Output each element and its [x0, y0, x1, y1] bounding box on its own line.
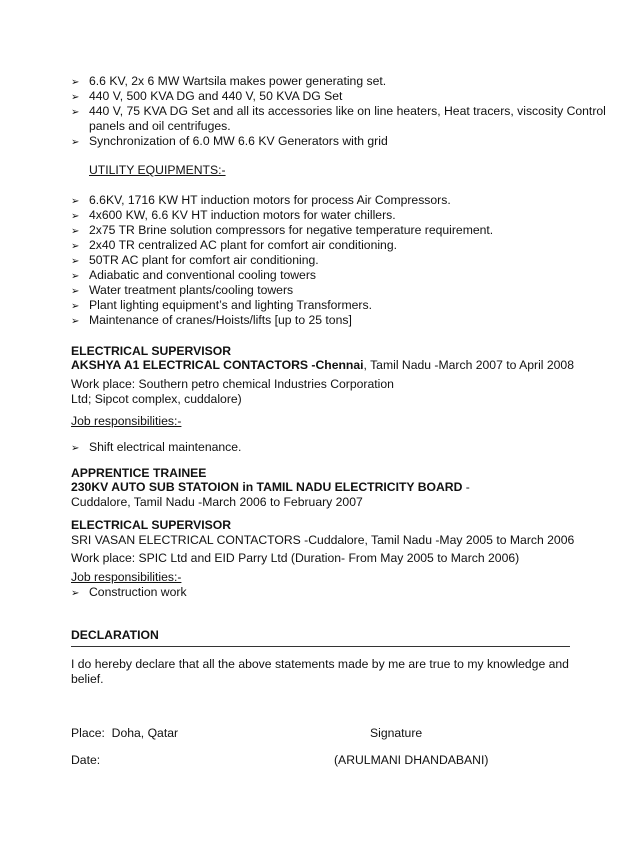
arrow-bullet-icon: ➢ [71, 271, 80, 282]
list-item: ➢ 440 V, 75 KVA DG Set and all its accessories like on line heaters, Heat tracers, viscosity Control [71, 104, 606, 118]
list-item: ➢ 440 V, 500 KVA DG and 440 V, 50 KVA DG Set [71, 89, 343, 103]
list-item: ➢ Adiabatic and conventional cooling towers [71, 268, 316, 282]
job-responsibilities-heading: Job responsibilities:- [71, 414, 182, 428]
list-item: ➢ Construction work [71, 585, 187, 599]
signatory-name: (ARULMANI DHANDABANI) [334, 753, 489, 767]
section-heading-utility: UTILITY EQUIPMENTS:- [89, 163, 226, 177]
job-company-line: SRI VASAN ELECTRICAL CONTACTORS -Cuddalore, Tamil Nadu -May 2005 to March 2006 [71, 533, 575, 547]
job-title: APPRENTICE TRAINEE [71, 466, 207, 480]
list-item: ➢ 6.6KV, 1716 KW HT induction motors for process Air Compressors. [71, 193, 451, 207]
arrow-bullet-icon: ➢ [71, 286, 80, 297]
place-line [71, 726, 178, 740]
arrow-bullet-icon: ➢ [71, 92, 80, 103]
list-item: ➢ 2x75 TR Brine solution compressors for negative temperature requirement. [71, 223, 494, 237]
job-company-line: 230KV AUTO SUB STATOION in TAMIL NADU ELECTRICITY BOARD - [71, 480, 470, 494]
list-item: ➢ Synchronization of 6.0 MW 6.6 KV Generators with grid [71, 134, 388, 148]
job-workplace: Ltd; Sipcot complex, cuddalore) [71, 392, 242, 406]
declaration-text: belief. [71, 672, 104, 686]
list-item: ➢ 50TR AC plant for comfort air conditioning. [71, 253, 319, 267]
list-item: ➢ Shift electrical maintenance. [71, 440, 242, 454]
signature-label: Signature [370, 726, 423, 740]
job-title: ELECTRICAL SUPERVISOR [71, 344, 232, 358]
arrow-bullet-icon: ➢ [71, 241, 80, 252]
arrow-bullet-icon: ➢ [71, 77, 80, 88]
job-company: AKSHYA A1 ELECTRICAL CONTACTORS -Chennai [71, 358, 364, 372]
arrow-bullet-icon: ➢ [71, 316, 80, 327]
section-divider [71, 646, 570, 647]
arrow-bullet-icon: ➢ [71, 443, 80, 454]
list-item: ➢ 4x600 KW, 6.6 KV HT induction motors for water chillers. [71, 208, 396, 222]
arrow-bullet-icon: ➢ [71, 256, 80, 267]
arrow-bullet-icon: ➢ [71, 301, 80, 312]
arrow-bullet-icon: ➢ [71, 588, 80, 599]
arrow-bullet-icon: ➢ [71, 196, 80, 207]
job-workplace: Work place: Southern petro chemical Industries Corporation [71, 377, 394, 391]
list-item: ➢ Maintenance of cranes/Hoists/lifts [up to 25 tons] [71, 313, 352, 327]
job-responsibilities-heading: Job responsibilities:- [71, 570, 182, 584]
list-item: ➢ 6.6 KV, 2x 6 MW Wartsila makes power generating set. [71, 74, 387, 88]
arrow-bullet-icon: ➢ [71, 107, 80, 118]
declaration-heading: DECLARATION [71, 628, 159, 642]
list-item: ➢ Plant lighting equipment’s and lighting Transformers. [71, 298, 372, 312]
job-location-dates: , Tamil Nadu -March 2007 to April 2008 [363, 358, 574, 372]
declaration-text: I do hereby declare that all the above statements made by me are true to my knowledge and [71, 657, 569, 671]
list-item: ➢ 2x40 TR centralized AC plant for comfort air conditioning. [71, 238, 398, 252]
job-company: 230KV AUTO SUB STATOION in TAMIL NADU ELECTRICITY BOARD [71, 480, 463, 494]
list-item: ➢ Water treatment plants/cooling towers [71, 283, 294, 297]
arrow-bullet-icon: ➢ [71, 226, 80, 237]
place-label: Place: [71, 726, 105, 740]
arrow-bullet-icon: ➢ [71, 137, 80, 148]
job-title: ELECTRICAL SUPERVISOR [71, 518, 232, 532]
job-location-dates: Cuddalore, Tamil Nadu -March 2006 to February 2007 [71, 495, 363, 509]
date-label: Date: [71, 753, 101, 767]
list-item-continuation: panels and oil centrifuges. [89, 119, 231, 133]
place-value: Doha, Qatar [111, 726, 179, 740]
job-company-line [71, 358, 574, 372]
arrow-bullet-icon: ➢ [71, 211, 80, 222]
job-workplace: Work place: SPIC Ltd and EID Parry Ltd (Duration- From May 2005 to March 2006) [71, 551, 520, 565]
